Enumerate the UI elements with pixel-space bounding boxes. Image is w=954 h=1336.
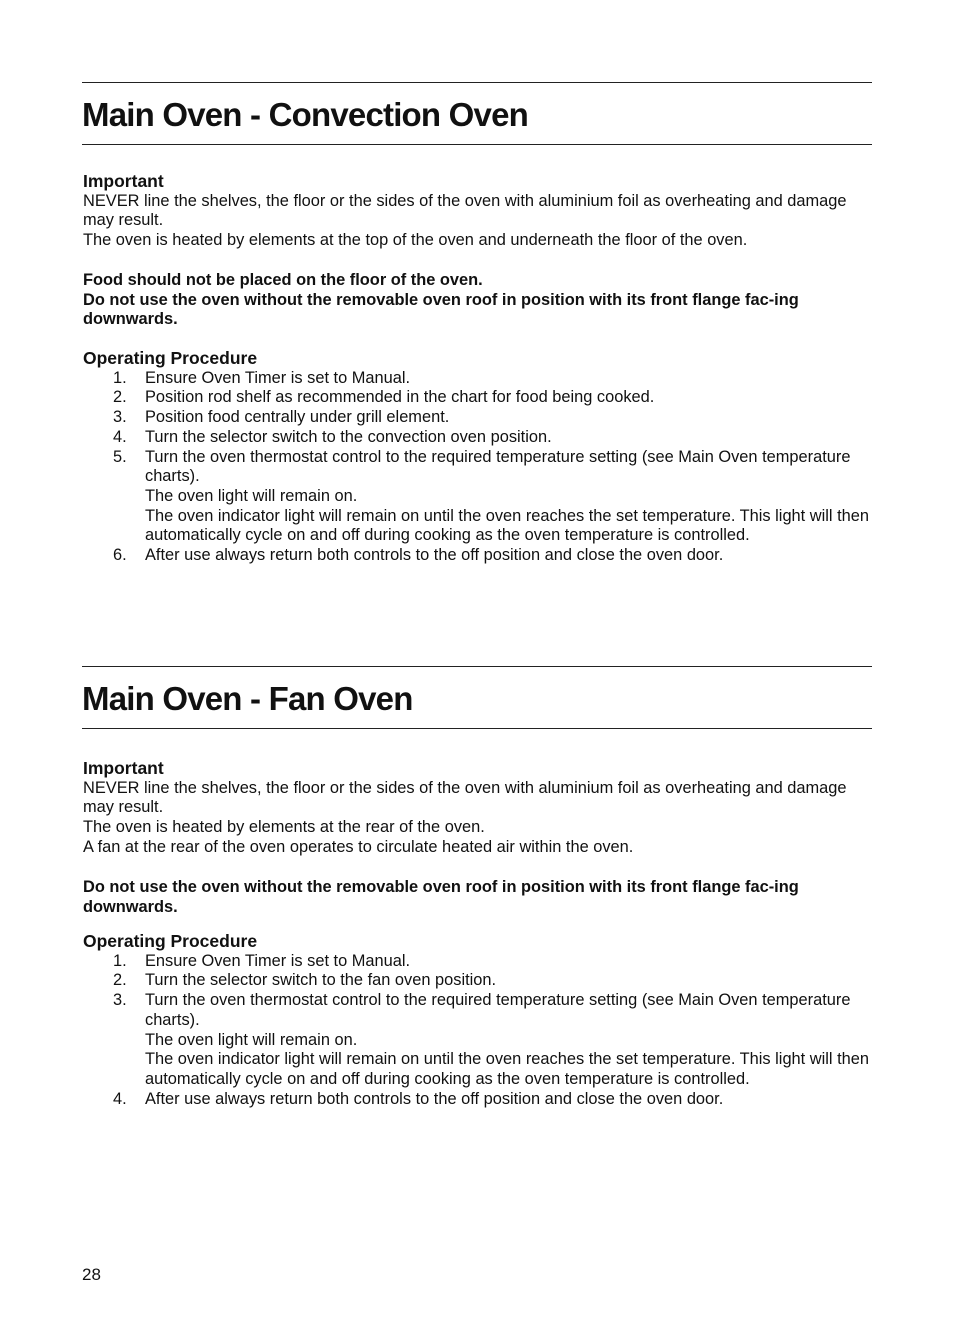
important-text: NEVER line the shelves, the floor or the sides of the oven with aluminium foil as overheating and damage may result. bbox=[83, 778, 847, 817]
procedure-heading: Operating Procedure bbox=[83, 931, 258, 951]
important-heading: Important bbox=[83, 758, 164, 778]
list-item: 1. Ensure Oven Timer is set to Manual. bbox=[113, 368, 411, 387]
page-title: Main Oven - Convection Oven bbox=[82, 96, 528, 133]
step-note: The oven light will remain on. bbox=[145, 486, 358, 505]
section-title-fan bbox=[82, 682, 872, 715]
warning-block-fan bbox=[83, 878, 873, 917]
step-note: The oven light will remain on. bbox=[145, 1030, 358, 1049]
page-number: 28 bbox=[82, 1265, 101, 1284]
important-block-convection bbox=[83, 172, 873, 251]
list-item: 2. Position rod shelf as recommended in the chart for food being cooked. bbox=[113, 388, 655, 407]
top-rule-fan bbox=[82, 666, 872, 667]
procedure-list bbox=[83, 369, 873, 566]
procedure-heading: Operating Procedure bbox=[83, 348, 258, 368]
important-text: A fan at the rear of the oven operates to circulate heated air within the oven. bbox=[83, 837, 634, 856]
important-text: The oven is heated by elements at the top of the oven and underneath the floor of the oven. bbox=[83, 231, 748, 250]
step-note: The oven indicator light will remain on until the oven reaches the set temperature. This light will then automatically cycle on and off during cooking as the oven temperature is controlled. bbox=[145, 1050, 869, 1088]
list-item: 3. Position food centrally under grill element. bbox=[113, 408, 450, 427]
list-item: 1. Ensure Oven Timer is set to Manual. bbox=[113, 951, 411, 970]
important-text: The oven is heated by elements at the rear of the oven. bbox=[83, 818, 485, 837]
list-item: 6. After use always return both controls to the off position and close the oven door. bbox=[113, 546, 724, 565]
list-item: 5. Turn the oven thermostat control to the required temperature setting (see Main Oven temperature charts). The oven light will remain on. The oven indicator light will remain on until the oven reaches the set temperature. This light will then automatically cycle on and off during cooking as the oven temperature is controlled. bbox=[83, 448, 873, 547]
bottom-rule-fan bbox=[82, 728, 872, 729]
warning-text: Food should not be placed on the floor of the oven. bbox=[83, 271, 483, 289]
important-heading: Important bbox=[83, 171, 164, 191]
top-rule-convection bbox=[82, 82, 872, 83]
step-note: The oven indicator light will remain on until the oven reaches the set temperature. This light will then automatically cycle on and off during cooking as the oven temperature is controlled. bbox=[145, 506, 869, 545]
section-title: Main Oven - Fan Oven bbox=[82, 680, 413, 717]
warning-block-convection bbox=[83, 271, 873, 330]
procedure-block-fan bbox=[83, 932, 873, 1109]
procedure-list bbox=[83, 952, 873, 1110]
list-item: 4. Turn the selector switch to the convection oven position. bbox=[113, 427, 552, 446]
important-text: NEVER line the shelves, the floor or the sides of the oven with aluminium foil as overheating and damage may result. bbox=[83, 191, 847, 230]
section-title-convection bbox=[82, 98, 872, 131]
important-block-fan bbox=[83, 759, 873, 858]
bottom-rule-convection bbox=[82, 144, 872, 145]
warning-text: Do not use the oven without the removable oven roof in position with its front flange fac-ing downwards. bbox=[83, 878, 799, 916]
list-item: 2. Turn the selector switch to the fan oven position. bbox=[113, 971, 497, 990]
list-item: 3. Turn the oven thermostat control to the required temperature setting (see Main Oven temperature charts). The oven light will remain on. The oven indicator light will remain on until the oven reaches the set temperature. This light will then automatically cycle on and off during cooking as the oven temperature is controlled. bbox=[83, 991, 873, 1090]
list-item: 4. After use always return both controls to the off position and close the oven door. bbox=[113, 1089, 724, 1108]
warning-text: Do not use the oven without the removable oven roof in position with its front flange fac-ing downwards. bbox=[83, 290, 799, 329]
procedure-block-convection bbox=[83, 349, 873, 566]
